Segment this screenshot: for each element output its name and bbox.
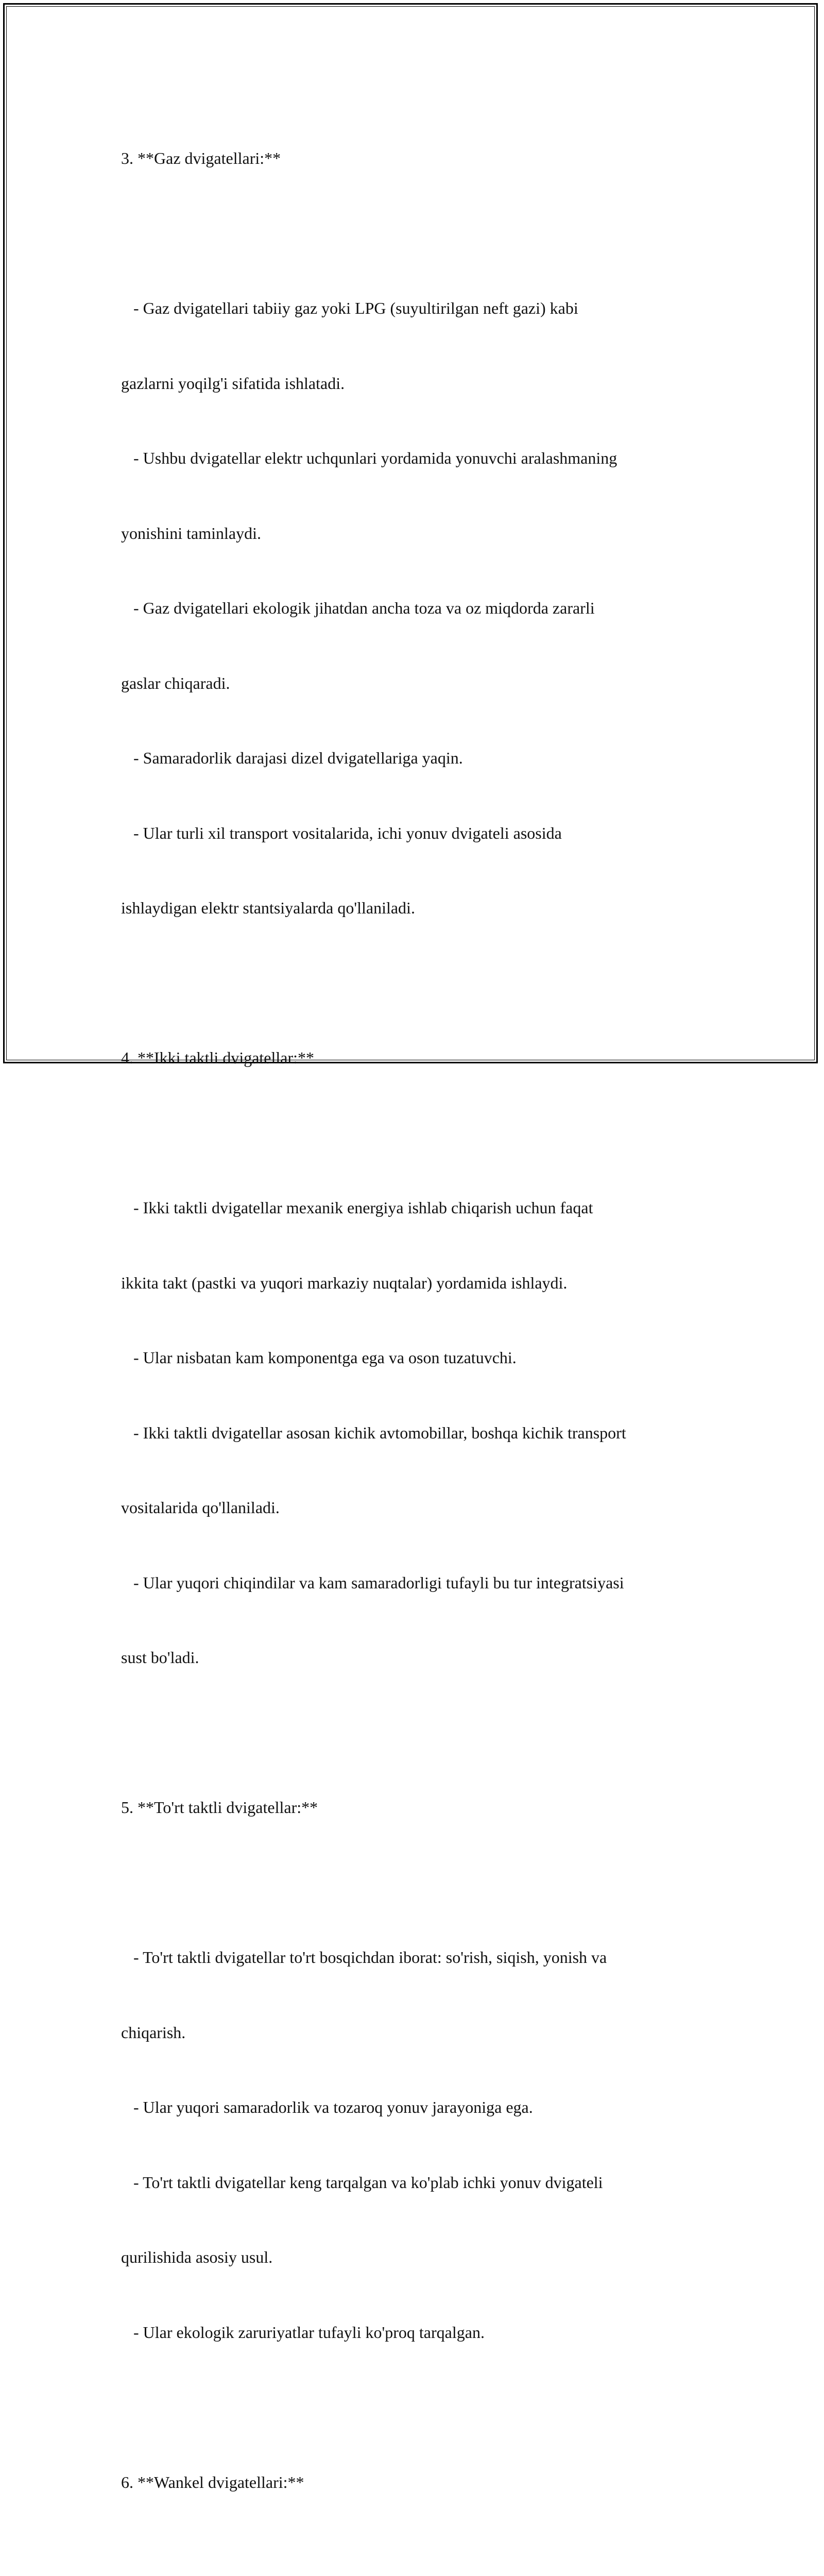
text-line: yonishini taminlaydi. [121,523,261,543]
text-line: sust bo'ladi. [121,1648,199,1667]
text-line: - Ushbu dvigatellar elektr uchqunlari yordamida yonuvchi aralashmaning [121,449,617,467]
text-line: gaslar chiqaradi. [121,673,230,692]
text-line: gazlarni yoqilg'i sifatida ishlatadi. [121,374,345,393]
blank-line [121,971,713,996]
text-line: - Ular yuqori chiqindilar va kam samaradorligi tufayli bu tur integratsiyasi [121,1573,624,1592]
text-line: - To'rt taktli dvigatellar keng tarqalgan va ko'plab ichki yonuv dvigateli [121,2173,603,2192]
text-line: qurilishida asosiy usul. [121,2248,273,2266]
blank-line [121,2545,713,2570]
blank-line [121,1870,713,1895]
text-line: - Ular nisbatan kam komponentga ega va oson tuzatuvchi. [121,1348,517,1367]
text-line: - Gaz dvigatellari tabiiy gaz yoki LPG (suyultirilgan neft gazi) kabi [121,299,578,317]
text-line: - Ikki taktli dvigatellar asosan kichik avtomobillar, boshqa kichik transport [121,1423,626,1442]
text-line: - To'rt taktli dvigatellar to'rt bosqichdan iborat: so'rish, siqish, yonish va [121,1948,607,1967]
section-heading: 6. **Wankel dvigatellari:** [121,2472,304,2492]
text-line: - Ular ekologik zaruriyatlar tufayli ko'proq tarqalgan. [121,2323,485,2342]
section-heading: 3. **Gaz dvigatellari:** [121,149,281,167]
blank-line [121,1720,713,1745]
text-line: - Ular yuqori samaradorlik va tozaroq yonuv jarayoniga ega. [121,2098,533,2116]
blank-line [121,221,713,246]
blank-line [121,1121,713,1146]
text-line: ikkita takt (pastki va yuqori markaziy nuqtalar) yordamida ishlaydi. [121,1273,568,1292]
text-line: - Gaz dvigatellari ekologik jihatdan ancha toza va oz miqdorda zararli [121,599,595,617]
text-line: - Samaradorlik darajasi dizel dvigatellariga yaqin. [121,749,463,767]
blank-line [121,2395,713,2420]
text-line: chiqarish. [121,2023,186,2042]
section-heading: 4. **Ikki taktli dvigatellar:** [121,1048,315,1067]
section-heading: 5. **To'rt taktli dvigatellar:** [121,1798,318,1817]
text-line: - Ikki taktli dvigatellar mexanik energiya ishlab chiqarish uchun faqat [121,1198,593,1217]
document-body [121,96,713,2576]
text-line: ishlaydigan elektr stantsiyalarda qo'llaniladi. [121,899,415,917]
text-line: vositalarida qo'llaniladi. [121,1498,280,1517]
text-line: - Ular turli xil transport vositalarida, ichi yonuv dvigateli asosida [121,823,562,842]
